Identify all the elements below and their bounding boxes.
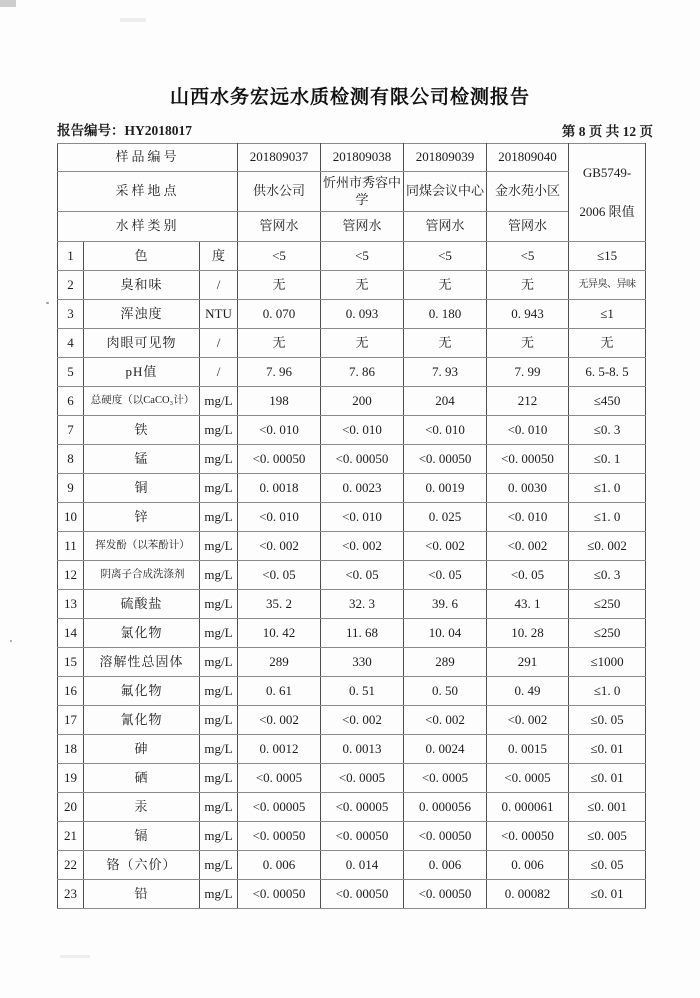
sample-value: 0. 070 xyxy=(238,300,321,329)
sample-value: <0. 00005 xyxy=(321,793,404,822)
row-index: 7 xyxy=(58,416,84,445)
page-indicator: 第 8 页 共 12 页 xyxy=(561,124,653,139)
limit-value: ≤0. 3 xyxy=(569,416,646,445)
sample-value: <0. 010 xyxy=(487,416,569,445)
parameter-name: 浑浊度 xyxy=(84,300,200,329)
limit-value: ≤0. 05 xyxy=(569,851,646,880)
sample-value: 7. 93 xyxy=(404,358,487,387)
unit: mg/L xyxy=(200,387,238,416)
table-row xyxy=(58,532,646,561)
limit-value: ≤250 xyxy=(569,619,646,648)
unit: mg/L xyxy=(200,416,238,445)
sampling-location: 同煤会议中心 xyxy=(404,172,487,212)
parameter-name: 氟化物 xyxy=(84,677,200,706)
parameter-name: 氰化物 xyxy=(84,706,200,735)
row-index: 14 xyxy=(58,619,84,648)
sample-value: <0. 00050 xyxy=(404,445,487,474)
sample-value: 0. 61 xyxy=(238,677,321,706)
sample-value: 0. 180 xyxy=(404,300,487,329)
table-row xyxy=(58,561,646,590)
sample-value: 43. 1 xyxy=(487,590,569,619)
limit-value: ≤0. 001 xyxy=(569,793,646,822)
parameter-name: 氯化物 xyxy=(84,619,200,648)
scan-artifact xyxy=(10,640,12,642)
sample-value: 无 xyxy=(238,329,321,358)
water-quality-table xyxy=(57,143,646,909)
unit: mg/L xyxy=(200,532,238,561)
unit: mg/L xyxy=(200,764,238,793)
parameter-name: 镉 xyxy=(84,822,200,851)
sample-value: <0. 0005 xyxy=(487,764,569,793)
unit: / xyxy=(200,271,238,300)
table-row xyxy=(58,445,646,474)
parameter-name: 臭和味 xyxy=(84,271,200,300)
unit: / xyxy=(200,329,238,358)
sample-value: <0. 010 xyxy=(404,416,487,445)
sample-value: <0. 002 xyxy=(238,532,321,561)
parameter-name: 锌 xyxy=(84,503,200,532)
sample-value: 11. 68 xyxy=(321,619,404,648)
sample-value: <0. 010 xyxy=(238,416,321,445)
row-index: 21 xyxy=(58,822,84,851)
sample-value: 0. 0019 xyxy=(404,474,487,503)
sample-value: 7. 99 xyxy=(487,358,569,387)
limit-value: ≤0. 1 xyxy=(569,445,646,474)
scan-artifact xyxy=(0,0,16,7)
limit-value: ≤250 xyxy=(569,590,646,619)
water-type: 管网水 xyxy=(404,212,487,242)
standard-limit-line2: 2006 限值 xyxy=(579,203,635,219)
parameter-name: 铜 xyxy=(84,474,200,503)
unit: mg/L xyxy=(200,619,238,648)
sample-value: <0. 002 xyxy=(487,706,569,735)
row-index: 17 xyxy=(58,706,84,735)
sample-value: 无 xyxy=(487,271,569,300)
sample-value: 0. 014 xyxy=(321,851,404,880)
sample-value: <0. 00050 xyxy=(321,880,404,909)
unit: mg/L xyxy=(200,561,238,590)
sample-value: 10. 04 xyxy=(404,619,487,648)
sample-value: 0. 0012 xyxy=(238,735,321,764)
sample-value: <0. 00050 xyxy=(321,445,404,474)
sample-value: 289 xyxy=(238,648,321,677)
sample-value: <0. 00050 xyxy=(404,880,487,909)
limit-value: ≤0. 01 xyxy=(569,764,646,793)
table-row xyxy=(58,416,646,445)
limit-value: ≤1. 0 xyxy=(569,474,646,503)
sample-value: <5 xyxy=(238,242,321,271)
unit: mg/L xyxy=(200,445,238,474)
table-row xyxy=(58,387,646,416)
sample-value: <0. 00050 xyxy=(487,822,569,851)
sample-value: 212 xyxy=(487,387,569,416)
report-title: 山西水务宏远水质检测有限公司检测报告 xyxy=(169,86,530,108)
parameter-name: 溶解性总固体 xyxy=(84,648,200,677)
water-type: 管网水 xyxy=(238,212,321,242)
limit-value: ≤450 xyxy=(569,387,646,416)
sample-value: 0. 50 xyxy=(404,677,487,706)
sample-value: 无 xyxy=(321,271,404,300)
sample-value: <5 xyxy=(321,242,404,271)
sample-value: 0. 943 xyxy=(487,300,569,329)
row-index: 18 xyxy=(58,735,84,764)
limit-value: ≤0. 005 xyxy=(569,822,646,851)
sampling-location: 供水公司 xyxy=(238,172,321,212)
row-index: 8 xyxy=(58,445,84,474)
sample-value: 无 xyxy=(404,329,487,358)
sample-value: 0. 0024 xyxy=(404,735,487,764)
sample-value: <0. 0005 xyxy=(404,764,487,793)
sample-value: 7. 86 xyxy=(321,358,404,387)
parameter-name: 汞 xyxy=(84,793,200,822)
sampling-location-label: 采样地点 xyxy=(58,172,238,212)
standard-limit-header xyxy=(569,144,646,242)
sample-value: 32. 3 xyxy=(321,590,404,619)
sample-value: 0. 093 xyxy=(321,300,404,329)
sample-value: 0. 49 xyxy=(487,677,569,706)
sample-value: 0. 006 xyxy=(404,851,487,880)
scan-artifact xyxy=(120,18,146,22)
sample-value: 10. 28 xyxy=(487,619,569,648)
row-index: 22 xyxy=(58,851,84,880)
sample-value: 200 xyxy=(321,387,404,416)
unit: mg/L xyxy=(200,590,238,619)
unit: mg/L xyxy=(200,648,238,677)
limit-value: ≤0. 002 xyxy=(569,532,646,561)
limit-value: ≤0. 01 xyxy=(569,735,646,764)
sample-value: <0. 00050 xyxy=(404,822,487,851)
water-type-label: 水样类别 xyxy=(58,212,238,242)
table-row xyxy=(58,648,646,677)
parameter-name: 铁 xyxy=(84,416,200,445)
sample-value: 无 xyxy=(404,271,487,300)
row-index: 20 xyxy=(58,793,84,822)
row-index: 13 xyxy=(58,590,84,619)
sample-value: 0. 0030 xyxy=(487,474,569,503)
sample-value: <0. 002 xyxy=(238,706,321,735)
water-type: 管网水 xyxy=(321,212,404,242)
parameter-name: 挥发酚（以苯酚计） xyxy=(84,532,200,561)
sample-value: <0. 010 xyxy=(321,416,404,445)
row-index: 6 xyxy=(58,387,84,416)
row-index: 12 xyxy=(58,561,84,590)
unit: mg/L xyxy=(200,735,238,764)
sample-value: 10. 42 xyxy=(238,619,321,648)
sample-value: <0. 00005 xyxy=(238,793,321,822)
limit-value: ≤0. 3 xyxy=(569,561,646,590)
sample-value: <0. 002 xyxy=(321,706,404,735)
table-row xyxy=(58,242,646,271)
sample-id: 201809038 xyxy=(321,144,404,172)
sample-value: 291 xyxy=(487,648,569,677)
sample-value: 204 xyxy=(404,387,487,416)
limit-value: ≤1000 xyxy=(569,648,646,677)
sample-value: 无 xyxy=(321,329,404,358)
sample-value: <0. 010 xyxy=(238,503,321,532)
parameter-name: 硒 xyxy=(84,764,200,793)
standard-limit-line1: GB5749- xyxy=(582,165,632,181)
sample-value: <0. 010 xyxy=(487,503,569,532)
sample-value: 289 xyxy=(404,648,487,677)
sample-value: <0. 0005 xyxy=(238,764,321,793)
table-row xyxy=(58,503,646,532)
table-row xyxy=(58,329,646,358)
sample-value: 0. 0013 xyxy=(321,735,404,764)
unit: mg/L xyxy=(200,503,238,532)
table-row xyxy=(58,880,646,909)
water-type: 管网水 xyxy=(487,212,569,242)
sample-value: 0. 51 xyxy=(321,677,404,706)
sample-value: <0. 002 xyxy=(404,532,487,561)
sample-id-label: 样品编号 xyxy=(58,144,238,172)
unit: 度 xyxy=(200,242,238,271)
sample-value: <0. 002 xyxy=(487,532,569,561)
unit: mg/L xyxy=(200,793,238,822)
limit-value: 无 xyxy=(569,329,646,358)
sample-value: 无 xyxy=(487,329,569,358)
table-row xyxy=(58,793,646,822)
row-index: 23 xyxy=(58,880,84,909)
sample-value: 0. 000061 xyxy=(487,793,569,822)
unit: / xyxy=(200,358,238,387)
sample-value: <0. 00050 xyxy=(238,880,321,909)
table-row xyxy=(58,590,646,619)
unit: mg/L xyxy=(200,677,238,706)
sample-value: <0. 0005 xyxy=(321,764,404,793)
sample-value: 0. 00082 xyxy=(487,880,569,909)
row-index: 9 xyxy=(58,474,84,503)
row-index: 3 xyxy=(58,300,84,329)
parameter-name: 阴离子合成洗涤剂 xyxy=(84,561,200,590)
sample-value: 39. 6 xyxy=(404,590,487,619)
table-row xyxy=(58,271,646,300)
sample-value: 0. 0018 xyxy=(238,474,321,503)
sample-value: <5 xyxy=(404,242,487,271)
sample-id: 201809037 xyxy=(238,144,321,172)
parameter-name: 硫酸盐 xyxy=(84,590,200,619)
sample-value: <0. 00050 xyxy=(238,445,321,474)
sample-value: 0. 025 xyxy=(404,503,487,532)
sample-value: <0. 05 xyxy=(321,561,404,590)
limit-value: 无异臭、异味 xyxy=(569,271,646,300)
row-index: 10 xyxy=(58,503,84,532)
limit-value: ≤15 xyxy=(569,242,646,271)
row-index: 2 xyxy=(58,271,84,300)
row-index: 15 xyxy=(58,648,84,677)
limit-value: ≤1. 0 xyxy=(569,503,646,532)
unit: NTU xyxy=(200,300,238,329)
row-index: 11 xyxy=(58,532,84,561)
scan-artifact xyxy=(46,302,49,304)
parameter-name: 铬（六价） xyxy=(84,851,200,880)
sample-value: 7. 96 xyxy=(238,358,321,387)
parameter-name: 铅 xyxy=(84,880,200,909)
water-type-row xyxy=(58,212,646,242)
parameter-name: 砷 xyxy=(84,735,200,764)
table-row xyxy=(58,474,646,503)
sample-value: 35. 2 xyxy=(238,590,321,619)
parameter-name: 肉眼可见物 xyxy=(84,329,200,358)
limit-value: ≤1 xyxy=(569,300,646,329)
table-row xyxy=(58,300,646,329)
table-row xyxy=(58,822,646,851)
unit: mg/L xyxy=(200,880,238,909)
sample-value: 0. 0015 xyxy=(487,735,569,764)
unit: mg/L xyxy=(200,474,238,503)
limit-value: ≤0. 05 xyxy=(569,706,646,735)
report-number: 报告编号：HY2018017 xyxy=(57,123,192,138)
sample-value: 无 xyxy=(238,271,321,300)
sample-value: <0. 00050 xyxy=(321,822,404,851)
row-index: 19 xyxy=(58,764,84,793)
sampling-location-row xyxy=(58,172,646,212)
sample-value: 0. 006 xyxy=(238,851,321,880)
scan-artifact xyxy=(60,955,90,958)
sample-value: <0. 05 xyxy=(238,561,321,590)
limit-value: ≤0. 01 xyxy=(569,880,646,909)
unit: mg/L xyxy=(200,706,238,735)
parameter-name: 锰 xyxy=(84,445,200,474)
sampling-location: 金水苑小区 xyxy=(487,172,569,212)
limit-value: 6. 5-8. 5 xyxy=(569,358,646,387)
row-index: 16 xyxy=(58,677,84,706)
sample-value: 0. 000056 xyxy=(404,793,487,822)
table-row xyxy=(58,851,646,880)
sample-value: 330 xyxy=(321,648,404,677)
sample-value: 0. 0023 xyxy=(321,474,404,503)
parameter-name: 色 xyxy=(84,242,200,271)
sample-value: <0. 010 xyxy=(321,503,404,532)
table-row xyxy=(58,764,646,793)
sample-value: 198 xyxy=(238,387,321,416)
table-row xyxy=(58,619,646,648)
row-index: 5 xyxy=(58,358,84,387)
parameter-name: pH值 xyxy=(84,358,200,387)
sample-value: <0. 00050 xyxy=(487,445,569,474)
sample-value: <0. 002 xyxy=(404,706,487,735)
sample-value: 0. 006 xyxy=(487,851,569,880)
sampling-location: 忻州市秀容中学 xyxy=(321,172,404,212)
table-row xyxy=(58,677,646,706)
sample-id: 201809039 xyxy=(404,144,487,172)
row-index: 4 xyxy=(58,329,84,358)
table-row xyxy=(58,358,646,387)
unit: mg/L xyxy=(200,851,238,880)
table-row xyxy=(58,735,646,764)
row-index: 1 xyxy=(58,242,84,271)
sample-value: <5 xyxy=(487,242,569,271)
sample-value: <0. 00050 xyxy=(238,822,321,851)
sample-value: <0. 05 xyxy=(404,561,487,590)
limit-value: ≤1. 0 xyxy=(569,677,646,706)
sample-id: 201809040 xyxy=(487,144,569,172)
parameter-name: 总硬度（以CaCO₃计） xyxy=(84,387,200,416)
sample-value: <0. 05 xyxy=(487,561,569,590)
unit: mg/L xyxy=(200,822,238,851)
sample-value: <0. 002 xyxy=(321,532,404,561)
sample-id-row xyxy=(58,144,646,172)
table-row xyxy=(58,706,646,735)
